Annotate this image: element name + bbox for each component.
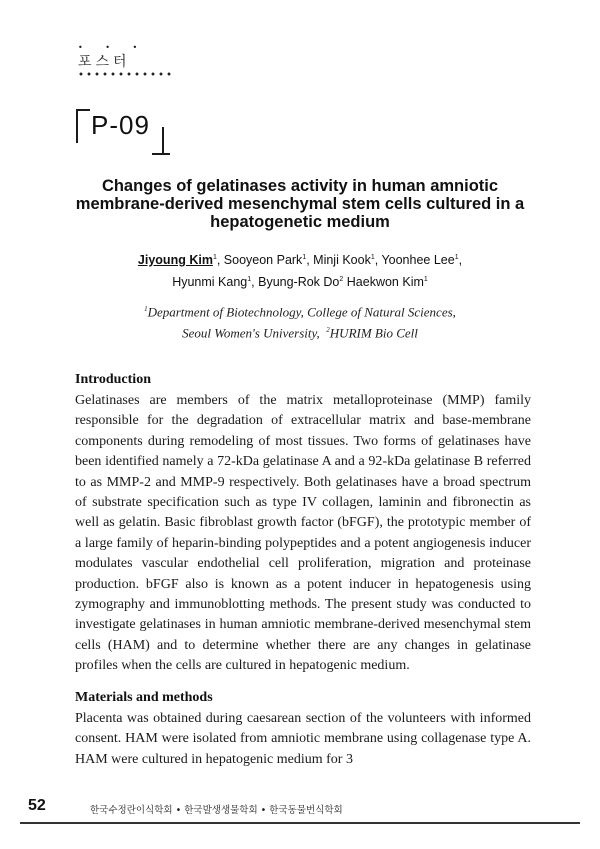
dotted-rule (77, 72, 173, 76)
footer-rule (20, 822, 580, 824)
poster-id: P-09 (91, 110, 150, 140)
methods-text: Placenta was obtained during caesarean section of the volunteers with informed consent. HAM were isolated from amniotic membrane using collagenase type A. HAM were cultured in hepatogenic medium for 3 (75, 711, 531, 767)
section-dots: • • • (78, 43, 148, 52)
section-tag: 포스터 (78, 54, 131, 70)
journal-footer: 한국수정란이식학회 • 한국발생생물학회 • 한국동물번식학회 (90, 805, 343, 816)
paper-title: Changes of gelatinases activity in human amniotic membrane-derived mesenchymal stem cells cultured in a hepatogenetic medium (75, 177, 525, 231)
author-list: Jiyoung Kim$^1$, Sooyeon Park$^1$, Minji Kook$^1$, Yoonhee Lee$^1$, Hyunmi Kang$^1$, Byung-Rok Do$^2$ Haekwon Kim$^1$ (137, 253, 463, 290)
introduction-heading: Introduction (75, 372, 151, 387)
affiliations: $^1$Department of Biotechnology, College of Natural Sciences, Seoul Women's University, $^2$HURIM Bio Cell (144, 304, 456, 341)
introduction-text: Gelatinases are members of the matrix metalloproteinase (MMP) family responsible for the degradation of extracellular matrix and base-membrane components during remodeling of most tissues. Two forms of gelatinases have been identified namely a 72-kDa gelatinase A and a 92-kDa gelatinase B referred to as MMP-2 and MMP-9 respectively. Both gelatinases have a broad spectrum of substrate specification such as type IV collagen, laminin and fibronectin as well as gelatin. Basic fibroblast growth factor (bFGF), the prototypic member of a large family of heparin-binding polypeptides and a potent angiogenesis inducer modulates vascular endothelial cell proliferation, migration and proteinase production. bFGF also is known as a potent inducer in hepatogenesis using zymography and immunoblotting methods. The present study was conducted to investigate gelatinases in human amniotic membrane-derived mesenchymal stem cells (HAM) and to determine whether there are any changes in gelatinase profiles when the cells are cultured in hepatogenic medium. (75, 393, 531, 674)
page-number: 52 (28, 797, 46, 814)
methods-heading: Materials and methods (75, 690, 213, 705)
first-author: Jiyoung Kim (137, 253, 213, 268)
